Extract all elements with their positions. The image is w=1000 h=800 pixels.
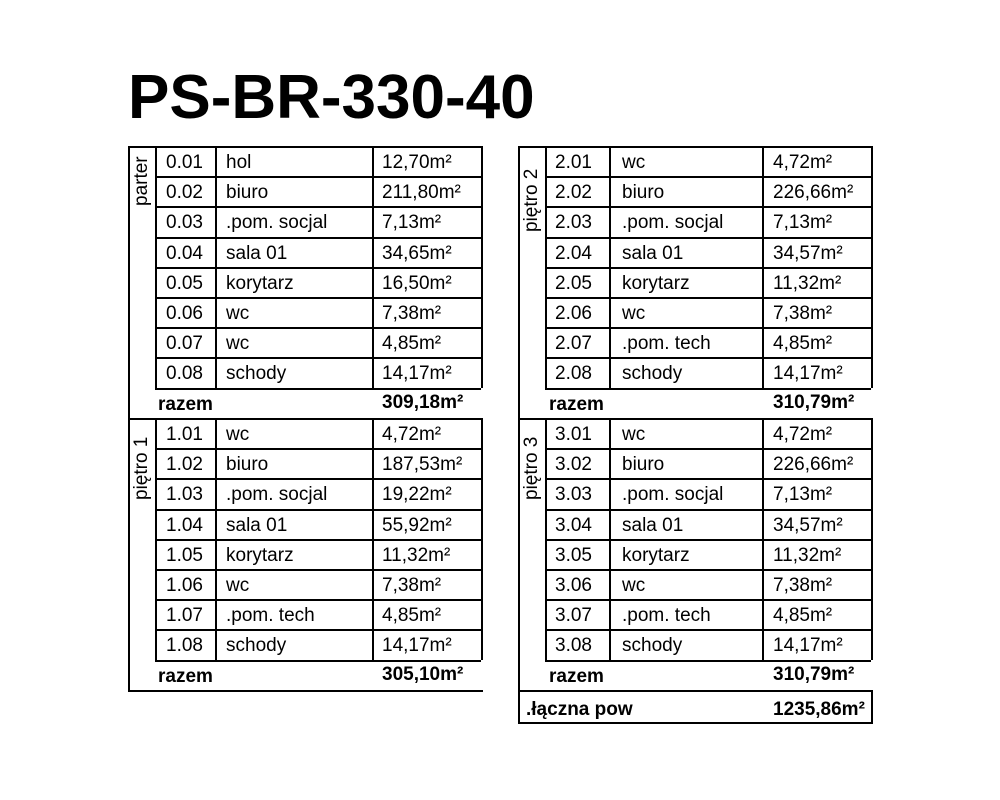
- row-divider: [545, 569, 871, 571]
- block-top-border: [128, 418, 481, 420]
- room-area: 55,92m²: [382, 514, 452, 536]
- row-divider: [545, 388, 871, 390]
- room-name: sala 01: [226, 514, 288, 536]
- room-area: 11,32m²: [382, 544, 451, 566]
- room-number: 1.02: [166, 454, 203, 476]
- column-divider: [481, 418, 483, 660]
- column-divider: [762, 418, 764, 660]
- room-number: 3.07: [555, 605, 592, 627]
- room-name: wc: [622, 424, 646, 445]
- room-area: 187,53m²: [382, 454, 463, 476]
- row-divider: [155, 629, 481, 631]
- column-divider: [215, 418, 217, 660]
- row-divider: [545, 629, 871, 631]
- room-area: 16,50m²: [382, 272, 452, 294]
- grand-total-value: 1235,86m²: [773, 699, 865, 720]
- room-area: 4,72m²: [773, 152, 833, 173]
- room-number: 0.03: [166, 212, 203, 234]
- room-area: 4,72m²: [382, 424, 442, 445]
- room-area: 14,17m²: [382, 363, 452, 385]
- room-area: 12,70m²: [382, 152, 452, 173]
- room-number: 0.06: [166, 303, 203, 324]
- room-area: 4,85m²: [773, 605, 833, 627]
- column-divider: [762, 146, 764, 388]
- room-area: 226,66m²: [773, 182, 854, 204]
- room-area: 226,66m²: [773, 454, 854, 476]
- room-number: 2.07: [555, 333, 592, 355]
- room-name: .pom. tech: [622, 605, 711, 627]
- row-divider: [155, 539, 481, 541]
- outer-left-border: [518, 146, 520, 690]
- room-name: hol: [226, 152, 252, 173]
- room-area: 14,17m²: [382, 635, 452, 657]
- room-area: 34,57m²: [773, 242, 843, 264]
- column-divider: [481, 146, 483, 388]
- room-area: 14,17m²: [773, 635, 843, 657]
- room-area: 4,85m²: [382, 605, 442, 627]
- block-top-border: [518, 418, 871, 420]
- total-value: 310,79m²: [773, 391, 855, 413]
- room-number: 3.08: [555, 635, 592, 657]
- room-name: .pom. tech: [226, 605, 315, 627]
- room-area: 7,13m²: [773, 484, 833, 506]
- total-value: 305,10m²: [382, 663, 464, 685]
- row-divider: [545, 599, 871, 601]
- row-divider: [155, 206, 481, 208]
- room-name: wc: [622, 152, 646, 173]
- room-number: 0.07: [166, 333, 203, 355]
- column-divider: [155, 418, 157, 660]
- row-divider: [545, 509, 871, 511]
- block-top-border: [518, 146, 871, 148]
- room-name: wc: [226, 424, 250, 445]
- room-area: 4,85m²: [773, 333, 833, 355]
- room-number: 0.01: [166, 152, 203, 173]
- floor-label: parter: [131, 156, 152, 206]
- room-number: 1.03: [166, 484, 203, 506]
- room-number: 3.05: [555, 544, 592, 566]
- room-name: sala 01: [226, 242, 288, 264]
- room-number: 1.06: [166, 575, 203, 596]
- room-number: 2.02: [555, 182, 592, 204]
- row-divider: [155, 237, 481, 239]
- room-name: .pom. socjal: [622, 484, 724, 506]
- grand-total-right-border: [871, 690, 873, 724]
- room-name: schody: [226, 363, 287, 385]
- row-divider: [545, 327, 871, 329]
- room-name: schody: [622, 363, 683, 385]
- row-divider: [545, 539, 871, 541]
- row-divider: [155, 478, 481, 480]
- row-divider: [545, 176, 871, 178]
- row-divider: [155, 569, 481, 571]
- room-name: .pom. socjal: [226, 212, 328, 234]
- room-name: biuro: [622, 182, 665, 204]
- row-divider: [155, 660, 481, 662]
- column-divider: [372, 146, 374, 388]
- row-divider: [545, 267, 871, 269]
- row-divider: [155, 176, 481, 178]
- room-area: 7,13m²: [382, 212, 442, 234]
- room-area: 4,85m²: [382, 333, 442, 355]
- room-number: 3.06: [555, 575, 592, 596]
- room-name: wc: [226, 575, 250, 596]
- outer-bottom-border: [518, 690, 873, 692]
- floor-label: piętro 3: [521, 436, 542, 500]
- room-number: 3.04: [555, 514, 592, 536]
- document-title: PS-BR-330-40: [128, 63, 535, 132]
- row-divider: [155, 297, 481, 299]
- room-area: 4,72m²: [773, 424, 833, 445]
- room-name: biuro: [226, 182, 269, 204]
- room-number: 3.01: [555, 424, 592, 445]
- block-top-border: [128, 146, 481, 148]
- room-area: 11,32m²: [773, 272, 842, 294]
- total-value: 310,79m²: [773, 663, 855, 685]
- room-area: 7,38m²: [773, 303, 833, 324]
- row-divider: [155, 388, 481, 390]
- room-number: 3.03: [555, 484, 592, 506]
- room-number: 2.03: [555, 212, 592, 234]
- row-divider: [545, 478, 871, 480]
- room-name: sala 01: [622, 514, 684, 536]
- room-area: 7,38m²: [382, 303, 442, 324]
- row-divider: [155, 357, 481, 359]
- room-name: korytarz: [622, 272, 690, 294]
- row-divider: [155, 599, 481, 601]
- room-number: 3.02: [555, 454, 592, 476]
- grand-total-bottom-border: [518, 722, 873, 724]
- row-divider: [545, 237, 871, 239]
- room-number: 1.05: [166, 544, 203, 566]
- room-area: 7,38m²: [382, 575, 442, 596]
- room-area: 7,13m²: [773, 212, 833, 234]
- room-number: 1.01: [166, 424, 203, 445]
- column-divider: [871, 418, 873, 660]
- room-name: biuro: [226, 454, 269, 476]
- row-divider: [545, 448, 871, 450]
- room-number: 1.04: [166, 514, 203, 536]
- room-area: 14,17m²: [773, 363, 843, 385]
- row-divider: [545, 660, 871, 662]
- column-divider: [545, 146, 547, 388]
- room-number: 2.05: [555, 272, 592, 294]
- room-name: .pom. tech: [622, 333, 711, 355]
- room-name: sala 01: [622, 242, 684, 264]
- room-area: 34,65m²: [382, 242, 452, 264]
- floor-label: piętro 2: [521, 168, 542, 232]
- total-label: razem: [158, 665, 213, 687]
- column-divider: [545, 418, 547, 660]
- room-number: 2.01: [555, 152, 592, 173]
- room-number: 0.05: [166, 272, 203, 294]
- column-divider: [155, 146, 157, 388]
- room-name: schody: [622, 635, 683, 657]
- room-area: 19,22m²: [382, 484, 452, 506]
- room-area: 34,57m²: [773, 514, 843, 536]
- column-divider: [372, 418, 374, 660]
- room-area: 211,80m²: [382, 182, 461, 204]
- row-divider: [155, 509, 481, 511]
- total-label: razem: [158, 393, 213, 415]
- floor-label: piętro 1: [131, 436, 152, 500]
- grand-total-label: .łączna pow: [526, 699, 633, 720]
- row-divider: [155, 448, 481, 450]
- room-area: 7,38m²: [773, 575, 833, 596]
- total-label: razem: [549, 393, 604, 415]
- room-name: wc: [622, 303, 646, 324]
- column-divider: [609, 418, 611, 660]
- room-number: 1.08: [166, 635, 203, 657]
- grand-total-left-border: [518, 690, 520, 724]
- room-number: 2.06: [555, 303, 592, 324]
- room-number: 0.04: [166, 242, 203, 264]
- outer-bottom-border: [128, 690, 483, 692]
- room-name: korytarz: [226, 544, 294, 566]
- room-number: 2.08: [555, 363, 592, 385]
- room-number: 0.08: [166, 363, 203, 385]
- row-divider: [545, 357, 871, 359]
- room-name: biuro: [622, 454, 665, 476]
- room-number: 0.02: [166, 182, 203, 204]
- row-divider: [155, 267, 481, 269]
- row-divider: [545, 206, 871, 208]
- row-divider: [155, 327, 481, 329]
- column-divider: [609, 146, 611, 388]
- room-name: schody: [226, 635, 287, 657]
- total-value: 309,18m²: [382, 391, 464, 413]
- room-name: .pom. socjal: [226, 484, 328, 506]
- room-number: 1.07: [166, 605, 203, 627]
- column-divider: [215, 146, 217, 388]
- room-name: wc: [622, 575, 646, 596]
- room-name: wc: [226, 333, 250, 355]
- total-label: razem: [549, 665, 604, 687]
- room-area: 11,32m²: [773, 544, 842, 566]
- room-number: 2.04: [555, 242, 592, 264]
- column-divider: [871, 146, 873, 388]
- outer-left-border: [128, 146, 130, 690]
- row-divider: [545, 297, 871, 299]
- room-name: korytarz: [622, 544, 690, 566]
- room-name: korytarz: [226, 272, 294, 294]
- room-name: .pom. socjal: [622, 212, 724, 234]
- room-name: wc: [226, 303, 250, 324]
